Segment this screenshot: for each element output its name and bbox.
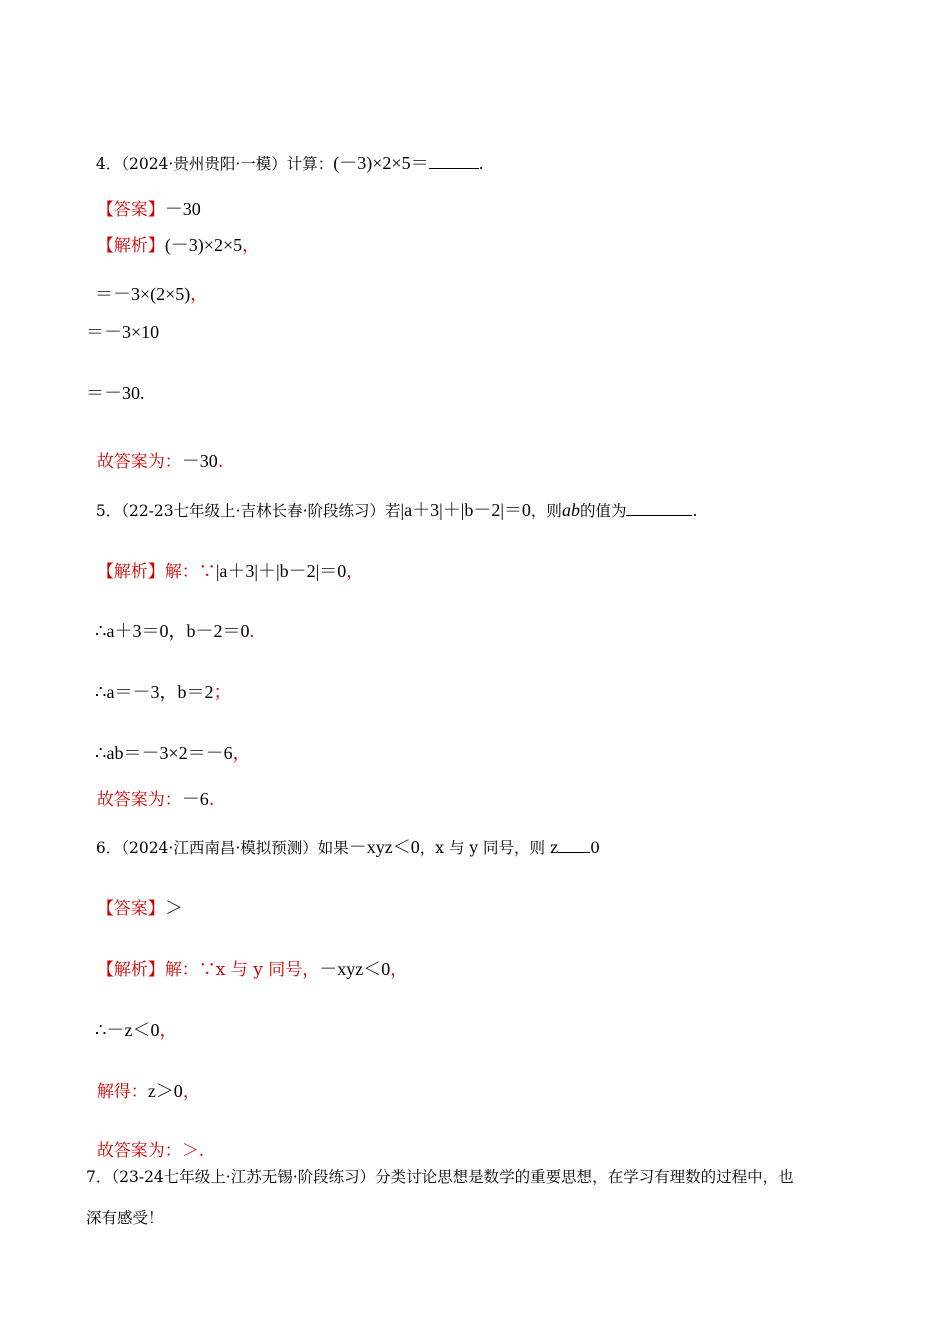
question-4-conclusion: 故答案为：－30. <box>96 451 224 472</box>
analysis-step-2: ∴a＋3＝0，b－2＝0. <box>95 621 254 641</box>
question-6-analysis: 【解析】解：∵x 与 y 同号，－xyz＜0， <box>96 959 408 980</box>
answer-blank <box>429 154 479 169</box>
analysis-step-3: ∴a＝－3，b＝2； <box>95 682 232 702</box>
analysis-step-1: |a＋3|＋|b－2|＝0 <box>215 561 347 581</box>
answer-tag: 【答案】 <box>96 899 165 919</box>
analysis-step-2: ＝－3×(2×5)， <box>95 284 209 304</box>
answer-value: ＞ <box>164 898 183 918</box>
question-6-conclusion: 故答案为：＞. <box>96 1141 205 1161</box>
question-5-stem: 5．（22-23七年级上·吉林长春·阶段练习）若 <box>95 502 401 520</box>
question-4-stem: 4．（2024·贵州贵阳·一模）计算： <box>95 155 334 173</box>
analysis-step-3: ＝－3×10 <box>86 322 160 342</box>
analysis-step-2: ∴－z＜0， <box>95 1020 178 1040</box>
question-5-expression: |a＋3|＋|b－2|＝0 <box>400 500 531 520</box>
answer-value: －30 <box>164 199 201 219</box>
question-4: 4．（2024·贵州贵阳·一模）计算：(－3)×2×5＝ . <box>95 153 484 173</box>
question-7-line-1: 7．（23-24七年级上·江苏无锡·阶段练习）分类讨论思想是数学的重要思想，在学习有理数的过程中，也 <box>86 1168 794 1186</box>
question-6: 6．（2024·江西南昌·模拟预测）如果－xyz＜0，x 与 y 同号，则 z 0 <box>95 837 601 857</box>
answer-blank <box>626 501 692 516</box>
analysis-tag: 【解析】 <box>96 960 165 980</box>
analysis-tag: 【解析】 <box>96 562 165 582</box>
answer-tag: 【答案】 <box>96 200 165 220</box>
analysis-step-3: 解得：z＞0， <box>96 1081 200 1102</box>
analysis-tag: 【解析】 <box>96 236 165 256</box>
analysis-step-4: ∴ab＝－3×2＝－6， <box>95 743 251 763</box>
question-6-expression: －xyz＜0 <box>348 837 420 857</box>
analysis-step-1: (－3)×2×5 <box>164 235 243 255</box>
question-6-answer <box>86 875 183 920</box>
question-4-analysis: 【解析】(－3)×2×5， <box>96 235 260 256</box>
question-4-expression: (－3)×2×5＝ <box>333 153 429 173</box>
question-6-stem: 6．（2024·江西南昌·模拟预测）如果 <box>95 839 349 857</box>
question-7-line-2: 深有感受！ <box>86 1209 164 1227</box>
question-5-analysis: 【解析】解：∵|a＋3|＋|b－2|＝0， <box>96 561 364 582</box>
question-5-conclusion: 故答案为：－6. <box>96 789 215 810</box>
answer-blank <box>558 838 590 853</box>
analysis-step-4: ＝－30. <box>86 383 145 403</box>
question-5: 5．（22-23七年级上·吉林长春·阶段练习）若|a＋3|＋|b－2|＝0，则ab的值为 . <box>95 500 698 520</box>
analysis-step-1: －xyz＜0 <box>319 959 391 979</box>
